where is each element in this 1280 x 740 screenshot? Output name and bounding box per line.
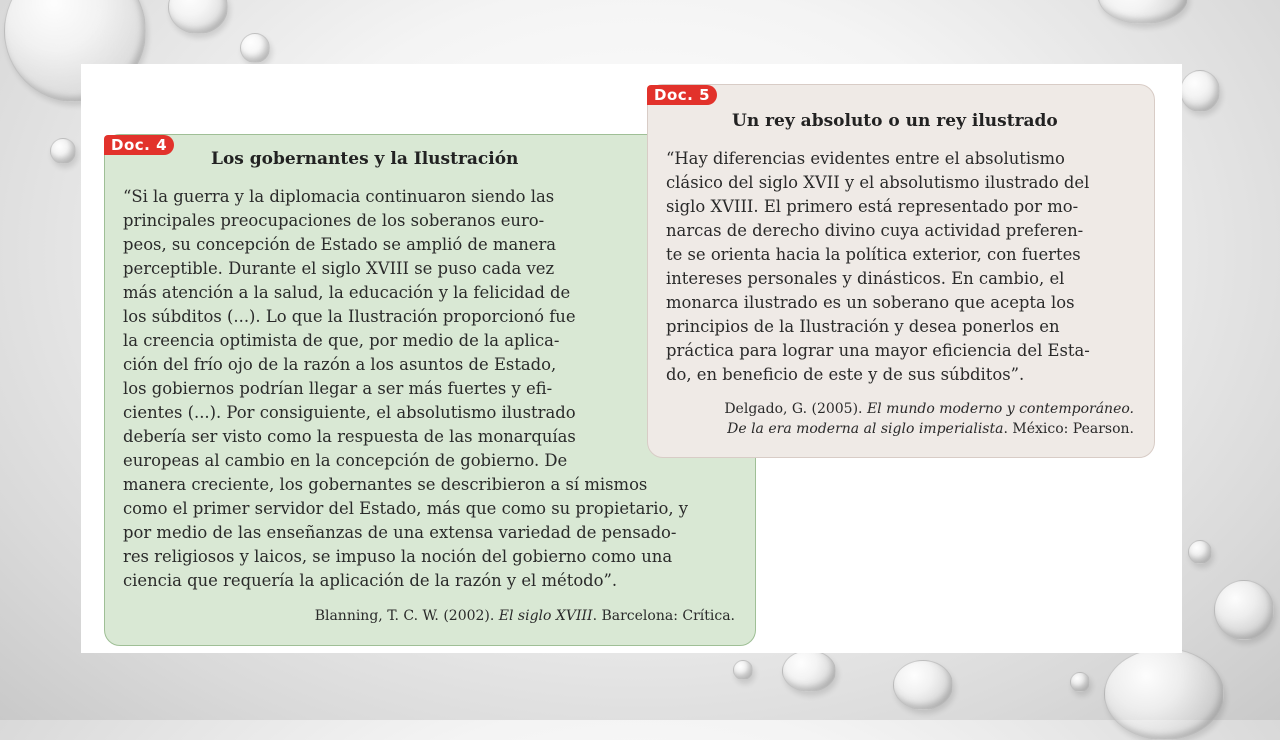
water-drop-decoration	[1214, 580, 1274, 640]
water-drop-decoration	[1070, 672, 1090, 692]
doc5-card	[647, 84, 1155, 458]
water-drop-decoration	[733, 660, 753, 680]
doc4-source-book: El siglo XVIII	[498, 608, 593, 624]
doc4-quote-line: cientes (...). Por consiguiente, el absolutismo ilustrado	[123, 403, 576, 422]
doc5-source-publisher: . México: Pearson.	[1003, 421, 1134, 437]
doc4-source-author: Blanning, T. C. W. (2002).	[314, 608, 499, 624]
water-drop-decoration	[893, 660, 953, 710]
doc5-quote-line: monarca ilustrado es un soberano que acepta los	[666, 293, 1075, 312]
doc4-quote-line: ción del frío ojo de la razón a los asuntos de Estado,	[123, 355, 557, 374]
doc4-quote-line: como el primer servidor del Estado, más que como su propietario, y	[123, 499, 689, 518]
doc4-quote-line: los gobiernos podrían llegar a ser más fuertes y efi-	[123, 379, 553, 398]
doc4-source-publisher: . Barcelona: Crítica.	[592, 608, 735, 624]
doc4-quote-line: peos, su concepción de Estado se amplió de manera	[123, 235, 557, 254]
doc4-badge: Doc. 4	[104, 135, 174, 155]
doc5-quote-line: práctica para lograr una mayor eficiencia del Esta-	[666, 341, 1090, 360]
water-drop-decoration	[1104, 648, 1224, 740]
doc5-quote-line: siglo XVIII. El primero está representado por mo-	[666, 197, 1079, 216]
doc4-quote-line: los súbditos (...). Lo que la Ilustración proporcionó fue	[123, 307, 576, 326]
doc5-quote-line: intereses personales y dinásticos. En cambio, el	[666, 269, 1065, 288]
water-drop-decoration	[782, 650, 836, 692]
doc5-badge: Doc. 5	[647, 85, 717, 105]
doc5-source	[724, 399, 1134, 439]
doc4-quote-line: perceptible. Durante el siglo XVIII se puso cada vez	[123, 259, 555, 278]
doc5-quote-line: clásico del siglo XVII y el absolutismo ilustrado del	[666, 173, 1090, 192]
doc4-quote-line: debería ser visto como la respuesta de las monarquías	[123, 427, 576, 446]
doc4-source	[315, 606, 735, 626]
doc4-quote-line: principales preocupaciones de los soberanos euro-	[123, 211, 545, 230]
doc4-quote-line: manera creciente, los gobernantes se describieron a sí mismos	[123, 475, 648, 494]
doc5-quote-line: te se orienta hacia la política exterior, con fuertes	[666, 245, 1081, 264]
doc4-quote-line: ciencia que requería la aplicación de la razón y el método”.	[123, 571, 618, 590]
water-drop-decoration	[1188, 540, 1212, 564]
water-drop-decoration	[50, 138, 76, 164]
water-drop-decoration	[1180, 70, 1220, 112]
doc5-quote-line: do, en beneficio de este y de sus súbditos”.	[666, 365, 1025, 384]
doc4-quote-line: la creencia optimista de que, por medio de la aplica-	[123, 331, 560, 350]
doc5-quote	[666, 147, 1146, 387]
doc4-quote-line: más atención a la salud, la educación y la felicidad de	[123, 283, 571, 302]
doc5-source-book: El mundo moderno y contemporáneo.	[866, 401, 1134, 417]
doc5-source-line-2	[724, 419, 1134, 439]
doc4-quote-line: europeas al cambio en la concepción de gobierno. De	[123, 451, 568, 470]
doc5-title: Un rey absoluto o un rey ilustrado	[732, 111, 1058, 131]
doc4-quote-line: por medio de las enseñanzas de una extensa variedad de pensado-	[123, 523, 677, 542]
doc5-source-line-1	[724, 399, 1134, 419]
doc4-title: Los gobernantes y la Ilustración	[211, 149, 519, 169]
doc5-source-author: Delgado, G. (2005).	[724, 401, 867, 417]
doc5-quote-line: principios de la Ilustración y desea ponerlos en	[666, 317, 1060, 336]
water-drop-decoration	[168, 0, 228, 34]
water-drop-decoration	[240, 33, 270, 63]
water-drop-decoration	[1098, 0, 1188, 24]
doc5-quote-line: “Hay diferencias evidentes entre el absolutismo	[666, 149, 1065, 168]
doc5-source-book-subtitle: De la era moderna al siglo imperialista	[727, 421, 1004, 437]
slide-content	[81, 64, 1182, 653]
doc4-quote-line: “Si la guerra y la diplomacia continuaron siendo las	[123, 187, 555, 206]
doc4-quote-line: res religiosos y laicos, se impuso la noción del gobierno como una	[123, 547, 673, 566]
doc5-quote-line: narcas de derecho divino cuya actividad preferen-	[666, 221, 1084, 240]
